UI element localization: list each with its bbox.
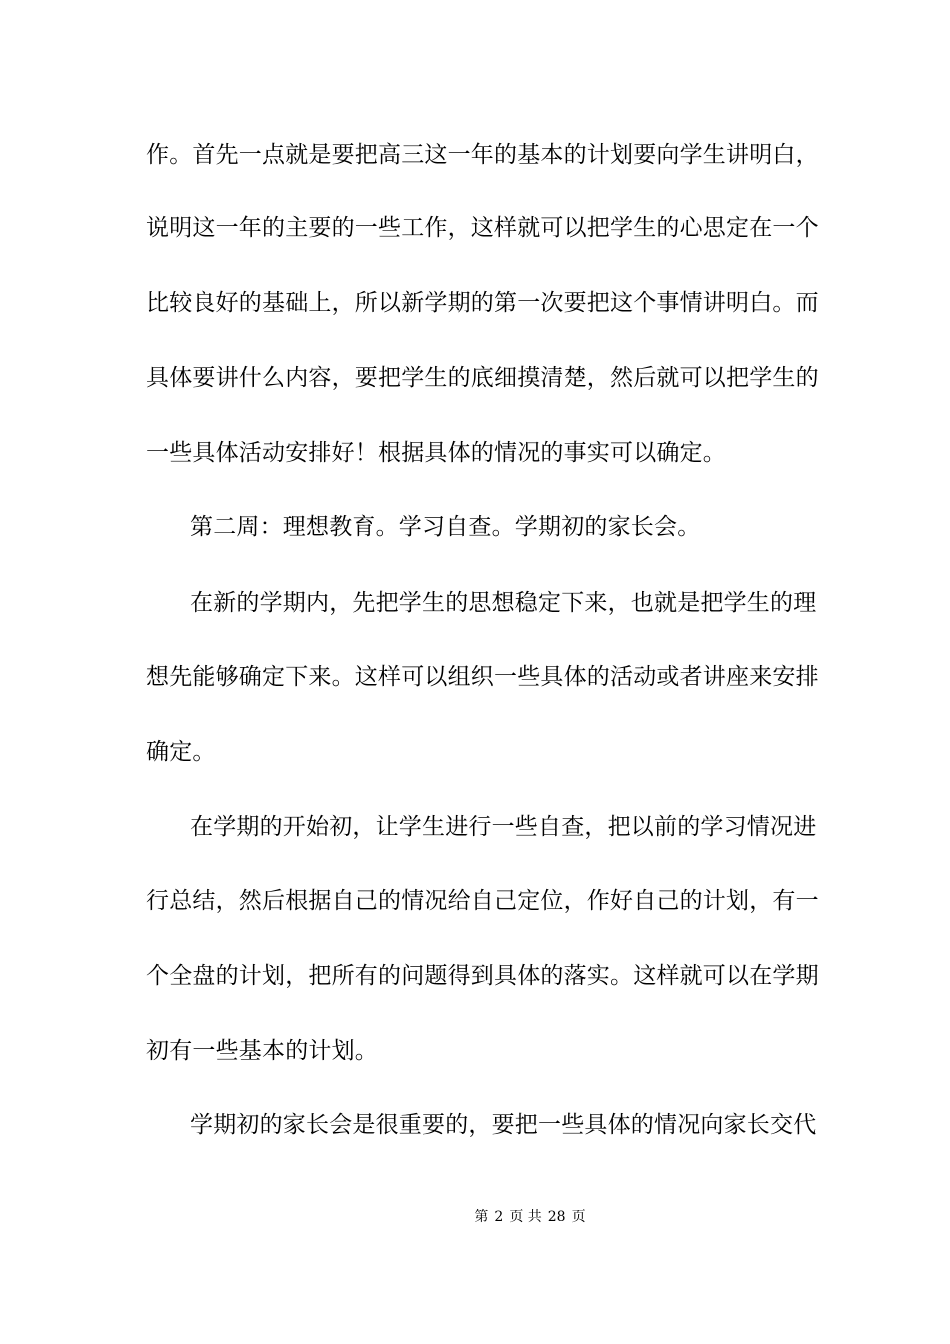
text-line: 比较良好的基础上，所以新学期的第一次要把这个事情讲明白。而 [146,290,819,316]
footer-total-pages: 28 [547,1209,566,1225]
footer-middle: 页 共 [509,1209,542,1225]
footer-prefix: 第 [474,1209,489,1225]
footer-page-number: 2 [494,1209,504,1225]
text-line: 在学期的开始初，让学生进行一些自查，把以前的学习情况进 [190,814,817,840]
page-footer [0,1208,950,1226]
section-heading: 第二周：理想教育。学习自查。学期初的家长会。 [190,514,701,540]
text-line: 学期初的家长会是很重要的，要把一些具体的情况向家长交代 [190,1112,817,1138]
text-line: 说明这一年的主要的一些工作，这样就可以把学生的心思定在一个 [146,215,819,241]
text-line: 具体要讲什么内容，要把学生的底细摸清楚，然后就可以把学生的 [146,365,819,391]
footer-suffix: 页 [571,1209,586,1225]
text-line: 一些具体活动安排好！根据具体的情况的事实可以确定。 [146,440,726,466]
text-line: 想先能够确定下来。这样可以组织一些具体的活动或者讲座来安排 [146,664,819,690]
text-line: 初有一些基本的计划。 [146,1038,378,1064]
text-line: 个全盘的计划，把所有的问题得到具体的落实。这样就可以在学期 [146,963,819,989]
text-line: 在新的学期内，先把学生的思想稳定下来，也就是把学生的理 [190,590,817,616]
text-line: 确定。 [146,739,216,765]
text-line: 作。首先一点就是要把高三这一年的基本的计划要向学生讲明白， [146,142,819,168]
text-line: 行总结，然后根据自己的情况给自己定位，作好自己的计划，有一 [146,888,819,914]
